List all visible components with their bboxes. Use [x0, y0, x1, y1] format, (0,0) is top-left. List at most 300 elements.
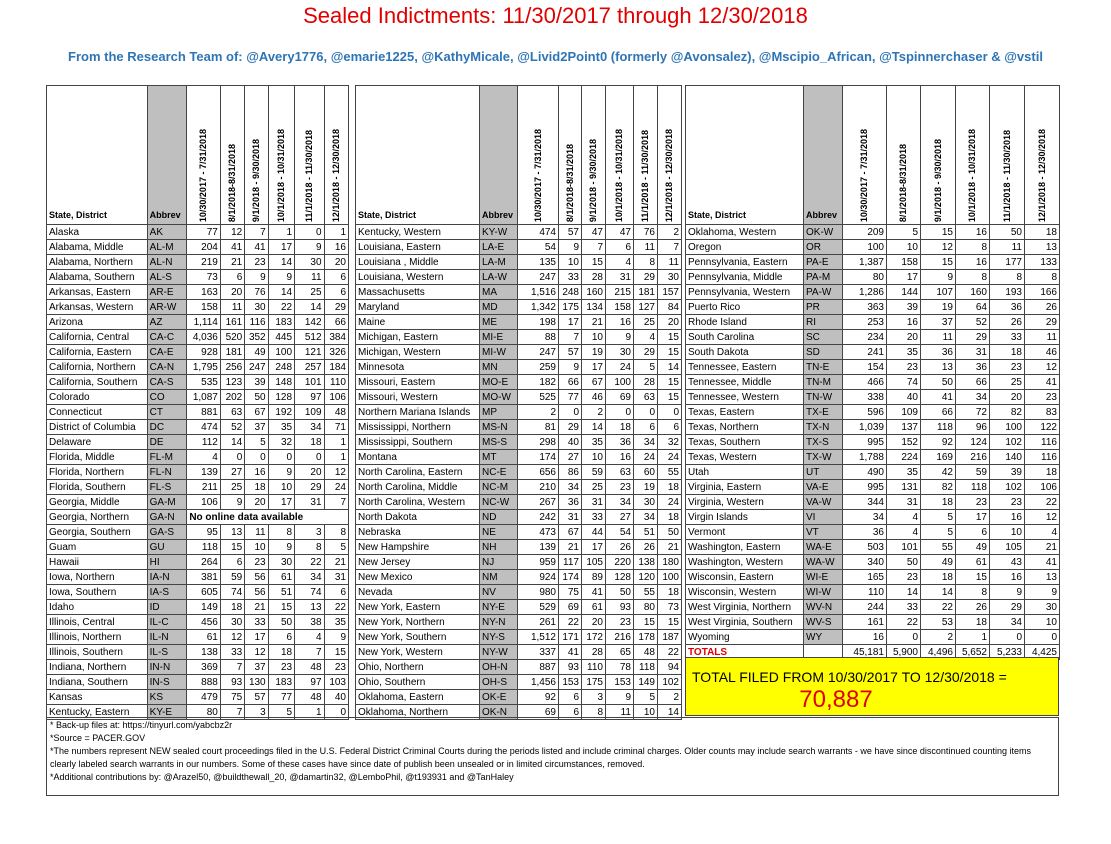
count-cell: 135: [518, 255, 559, 270]
count-cell: 9: [295, 240, 324, 255]
count-cell: 0: [268, 450, 294, 465]
count-cell: 33: [887, 600, 921, 615]
count-cell: 0: [559, 405, 582, 420]
table-row: [356, 270, 682, 285]
count-cell: 525: [518, 390, 559, 405]
count-cell: 110: [582, 660, 606, 675]
count-cell: 15: [268, 600, 294, 615]
abbrev-cell: NC-M: [480, 480, 518, 495]
count-cell: 17: [956, 510, 990, 525]
table-row: [47, 225, 349, 240]
count-cell: 14: [887, 585, 921, 600]
abbrev-cell: IN-N: [147, 660, 187, 675]
count-cell: 7: [220, 705, 244, 720]
abbrev-cell: CO: [147, 390, 187, 405]
table-row: [356, 525, 682, 540]
count-cell: 22: [559, 615, 582, 630]
abbrev-cell: LA-M: [480, 255, 518, 270]
count-cell: 14: [268, 285, 294, 300]
column-header-period: [324, 86, 348, 225]
count-cell: 100: [268, 345, 294, 360]
districts-table-right: [685, 85, 1060, 660]
count-cell: 12: [245, 645, 268, 660]
count-cell: 105: [582, 555, 606, 570]
count-cell: 198: [518, 315, 559, 330]
count-cell: 264: [187, 555, 221, 570]
table-row: [356, 690, 682, 705]
count-cell: 16: [990, 510, 1025, 525]
district-name: Missouri, Western: [356, 390, 480, 405]
district-name: Nebraska: [356, 525, 480, 540]
count-cell: 21: [245, 600, 268, 615]
district-name: Montana: [356, 450, 480, 465]
table-row: [356, 345, 682, 360]
count-cell: 6: [268, 630, 294, 645]
count-cell: 21: [1025, 540, 1060, 555]
count-cell: 22: [268, 300, 294, 315]
count-cell: 15: [658, 390, 682, 405]
table-row: [686, 315, 1060, 330]
count-cell: 34: [295, 570, 324, 585]
count-cell: 55: [921, 540, 956, 555]
count-cell: 22: [324, 600, 348, 615]
abbrev-cell: GA-S: [147, 525, 187, 540]
count-cell: 16: [843, 630, 887, 645]
abbrev-cell: IL-C: [147, 615, 187, 630]
abbrev-cell: NM: [480, 570, 518, 585]
count-cell: 338: [843, 390, 887, 405]
count-cell: 61: [956, 555, 990, 570]
abbrev-cell: ND: [480, 510, 518, 525]
count-cell: 107: [921, 285, 956, 300]
count-cell: 182: [518, 375, 559, 390]
count-cell: 9: [606, 690, 634, 705]
count-cell: 1: [324, 450, 348, 465]
district-name: Ohio, Northern: [356, 660, 480, 675]
count-cell: 86: [559, 465, 582, 480]
count-cell: 15: [921, 225, 956, 240]
table-row: [686, 630, 1060, 645]
district-name: Rhode Island: [686, 315, 804, 330]
count-cell: 9: [268, 270, 294, 285]
count-cell: 97: [295, 675, 324, 690]
abbrev-cell: TN-W: [804, 390, 843, 405]
count-cell: 118: [921, 420, 956, 435]
count-cell: 30: [295, 255, 324, 270]
count-cell: 61: [268, 570, 294, 585]
count-cell: 169: [921, 450, 956, 465]
count-cell: 14: [268, 255, 294, 270]
column-header-state: State, District: [356, 86, 480, 225]
table-row: [47, 690, 349, 705]
count-cell: 57: [559, 345, 582, 360]
district-name: Minnesota: [356, 360, 480, 375]
count-cell: 82: [921, 480, 956, 495]
count-cell: 41: [559, 645, 582, 660]
count-cell: 23: [956, 495, 990, 510]
count-cell: 94: [658, 660, 682, 675]
district-name: Wisconsin, Eastern: [686, 570, 804, 585]
count-cell: 202: [220, 390, 244, 405]
count-cell: 211: [187, 480, 221, 495]
abbrev-cell: MP: [480, 405, 518, 420]
count-cell: 149: [187, 600, 221, 615]
count-cell: 35: [582, 435, 606, 450]
district-name: New York, Western: [356, 645, 480, 660]
district-name: Florida, Southern: [47, 480, 148, 495]
count-cell: 959: [518, 555, 559, 570]
abbrev-cell: GA-N: [147, 510, 187, 525]
count-cell: 14: [582, 420, 606, 435]
total-value-cell: 5,652: [956, 645, 990, 660]
table-row: [47, 525, 349, 540]
count-cell: 63: [634, 390, 658, 405]
count-cell: 23: [606, 480, 634, 495]
count-cell: 117: [559, 555, 582, 570]
count-cell: 4: [887, 525, 921, 540]
count-cell: 33: [990, 330, 1025, 345]
district-name: Idaho: [47, 600, 148, 615]
table-row: [686, 405, 1060, 420]
count-cell: 69: [559, 600, 582, 615]
table-row: [686, 480, 1060, 495]
count-cell: 20: [324, 255, 348, 270]
table-row: [47, 510, 349, 525]
count-cell: 220: [606, 555, 634, 570]
column-header-period-label: 8/1/2018-8/31/2018: [227, 143, 238, 222]
count-cell: 57: [559, 225, 582, 240]
count-cell: 12: [220, 630, 244, 645]
table-row: [47, 285, 349, 300]
count-cell: 95: [187, 525, 221, 540]
district-name: Pennsylvania, Western: [686, 285, 804, 300]
district-name: Arkansas, Western: [47, 300, 148, 315]
district-name: Hawaii: [47, 555, 148, 570]
grand-total-label: TOTAL FILED FROM 10/30/2017 TO 12/30/2018 =: [692, 669, 1007, 685]
count-cell: 10: [634, 705, 658, 720]
district-name: Florida, Northern: [47, 465, 148, 480]
count-cell: 26: [956, 600, 990, 615]
count-cell: 61: [582, 600, 606, 615]
count-cell: 34: [606, 495, 634, 510]
abbrev-cell: ID: [147, 600, 187, 615]
table-row: [47, 405, 349, 420]
table-row: [356, 555, 682, 570]
count-cell: 181: [634, 285, 658, 300]
count-cell: 1,114: [187, 315, 221, 330]
district-name: Illinois, Northern: [47, 630, 148, 645]
count-cell: 0: [658, 405, 682, 420]
count-cell: 96: [956, 420, 990, 435]
count-cell: 8: [324, 525, 348, 540]
table-row: [47, 255, 349, 270]
count-cell: 9: [606, 330, 634, 345]
count-cell: 1,512: [518, 630, 559, 645]
count-cell: 81: [518, 420, 559, 435]
table-row: [47, 300, 349, 315]
count-cell: 995: [843, 480, 887, 495]
count-cell: 369: [187, 660, 221, 675]
count-cell: 175: [582, 675, 606, 690]
count-cell: 63: [220, 405, 244, 420]
abbrev-cell: PA-W: [804, 285, 843, 300]
count-cell: 47: [582, 225, 606, 240]
abbrev-cell: TX-W: [804, 450, 843, 465]
count-cell: 181: [220, 345, 244, 360]
count-cell: 50: [606, 585, 634, 600]
abbrev-cell: KY-W: [480, 225, 518, 240]
count-cell: 41: [921, 390, 956, 405]
district-name: California, Central: [47, 330, 148, 345]
district-name: West Virginia, Northern: [686, 600, 804, 615]
count-cell: 46: [582, 390, 606, 405]
count-cell: 118: [187, 540, 221, 555]
count-cell: 32: [268, 435, 294, 450]
table-row: [356, 240, 682, 255]
count-cell: 11: [634, 240, 658, 255]
count-cell: 340: [843, 555, 887, 570]
district-name: Alaska: [47, 225, 148, 240]
table-row: [686, 420, 1060, 435]
count-cell: 1,342: [518, 300, 559, 315]
column-header-period-label: 12/1/2018 - 12/30/2018: [1036, 128, 1047, 222]
count-cell: 66: [921, 405, 956, 420]
abbrev-cell: NY-W: [480, 645, 518, 660]
count-cell: 128: [606, 570, 634, 585]
count-cell: 34: [843, 510, 887, 525]
table-row: [356, 600, 682, 615]
count-cell: 35: [887, 465, 921, 480]
count-cell: 16: [606, 450, 634, 465]
count-cell: 352: [245, 330, 268, 345]
count-cell: 69: [518, 705, 559, 720]
district-name: Louisiana, Western: [356, 270, 480, 285]
count-cell: 56: [245, 570, 268, 585]
count-cell: 67: [559, 525, 582, 540]
column-header-period: [990, 86, 1025, 225]
abbrev-cell: LA-W: [480, 270, 518, 285]
column-header-period-label: 10/1/2018 - 10/31/2018: [614, 128, 624, 222]
count-cell: 18: [921, 495, 956, 510]
count-cell: 23: [887, 360, 921, 375]
abbrev-cell: OR: [804, 240, 843, 255]
count-cell: 0: [990, 630, 1025, 645]
count-cell: 8: [1025, 270, 1060, 285]
table-row: [356, 465, 682, 480]
district-name: Oregon: [686, 240, 804, 255]
count-cell: 30: [1025, 600, 1060, 615]
count-cell: 1,788: [843, 450, 887, 465]
count-cell: 19: [634, 480, 658, 495]
abbrev-cell: NC-E: [480, 465, 518, 480]
district-name: Iowa, Southern: [47, 585, 148, 600]
count-cell: 158: [606, 300, 634, 315]
count-cell: 83: [1025, 405, 1060, 420]
count-cell: 5: [634, 690, 658, 705]
count-cell: 171: [559, 630, 582, 645]
abbrev-cell: NY-N: [480, 615, 518, 630]
count-cell: 924: [518, 570, 559, 585]
table-row: [686, 330, 1060, 345]
district-name: Washington, Eastern: [686, 540, 804, 555]
count-cell: 100: [606, 375, 634, 390]
count-cell: 21: [324, 555, 348, 570]
table-row: [47, 450, 349, 465]
table-row: [47, 570, 349, 585]
count-cell: 31: [295, 495, 324, 510]
count-cell: 0: [295, 225, 324, 240]
count-cell: 36: [956, 360, 990, 375]
count-cell: 102: [658, 675, 682, 690]
district-name: New York, Eastern: [356, 600, 480, 615]
count-cell: 5: [245, 435, 268, 450]
count-cell: 9: [245, 270, 268, 285]
district-name: Wisconsin, Western: [686, 585, 804, 600]
count-cell: 0: [324, 705, 348, 720]
count-cell: 26: [634, 540, 658, 555]
count-cell: 15: [658, 615, 682, 630]
count-cell: 29: [1025, 315, 1060, 330]
table-row: [356, 480, 682, 495]
count-cell: 74: [220, 585, 244, 600]
count-cell: 7: [245, 225, 268, 240]
count-cell: 17: [559, 315, 582, 330]
count-cell: 25: [295, 285, 324, 300]
count-cell: 10: [582, 330, 606, 345]
count-cell: 6: [634, 420, 658, 435]
footnote-contributors: *Additional contributions by: @Arazel50, @buildthewall_20, @damartin32, @LemboPhil, @t193931 and @TanHaley: [50, 772, 514, 782]
count-cell: 456: [187, 615, 221, 630]
count-cell: 60: [634, 465, 658, 480]
count-cell: 109: [887, 405, 921, 420]
count-cell: 55: [658, 465, 682, 480]
count-cell: 11: [658, 255, 682, 270]
count-cell: 5: [887, 225, 921, 240]
count-cell: 174: [559, 570, 582, 585]
count-cell: 122: [1025, 420, 1060, 435]
count-cell: 89: [582, 570, 606, 585]
column-header-abbrev: Abbrev: [147, 86, 187, 225]
column-header-period: [559, 86, 582, 225]
count-cell: 10: [268, 480, 294, 495]
count-cell: 5: [324, 540, 348, 555]
count-cell: 14: [220, 435, 244, 450]
abbrev-cell: UT: [804, 465, 843, 480]
count-cell: 6: [559, 690, 582, 705]
count-cell: 3: [245, 705, 268, 720]
column-header-period: [245, 86, 268, 225]
count-cell: 64: [956, 300, 990, 315]
count-cell: 51: [268, 585, 294, 600]
count-cell: 6: [956, 525, 990, 540]
count-cell: 178: [634, 630, 658, 645]
count-cell: 23: [887, 570, 921, 585]
table-row: [356, 315, 682, 330]
abbrev-cell: FL-M: [147, 450, 187, 465]
count-cell: 18: [295, 435, 324, 450]
district-name: California, Eastern: [47, 345, 148, 360]
count-cell: 20: [990, 390, 1025, 405]
district-name: Vermont: [686, 525, 804, 540]
abbrev-cell: HI: [147, 555, 187, 570]
count-cell: 4: [634, 330, 658, 345]
count-cell: 183: [268, 315, 294, 330]
table-row: [47, 645, 349, 660]
table-row: [47, 435, 349, 450]
count-cell: 50: [921, 375, 956, 390]
column-header-abbrev: Abbrev: [480, 86, 518, 225]
table-row: [686, 300, 1060, 315]
count-cell: 1: [268, 225, 294, 240]
count-cell: 56: [245, 585, 268, 600]
district-name: Washington, Western: [686, 555, 804, 570]
abbrev-cell: IL-N: [147, 630, 187, 645]
count-cell: 888: [187, 675, 221, 690]
abbrev-cell: IN-S: [147, 675, 187, 690]
count-cell: 18: [245, 480, 268, 495]
count-cell: 23: [268, 660, 294, 675]
count-cell: 52: [956, 315, 990, 330]
abbrev-cell: OK-N: [480, 705, 518, 720]
abbrev-cell: IA-N: [147, 570, 187, 585]
count-cell: 82: [990, 405, 1025, 420]
count-cell: 158: [187, 300, 221, 315]
count-cell: 112: [187, 435, 221, 450]
count-cell: 84: [658, 300, 682, 315]
count-cell: 7: [295, 645, 324, 660]
count-cell: 298: [518, 435, 559, 450]
column-header-period: [658, 86, 682, 225]
abbrev-cell: WI-W: [804, 585, 843, 600]
count-cell: 6: [220, 555, 244, 570]
count-cell: 1,039: [843, 420, 887, 435]
count-cell: 0: [606, 405, 634, 420]
count-cell: 596: [843, 405, 887, 420]
count-cell: 5: [921, 525, 956, 540]
count-cell: 18: [658, 585, 682, 600]
table-row: [686, 495, 1060, 510]
count-cell: 29: [559, 420, 582, 435]
count-cell: 52: [220, 420, 244, 435]
table-row: [47, 315, 349, 330]
count-cell: 0: [295, 450, 324, 465]
count-cell: 120: [634, 570, 658, 585]
district-name: Louisiana , Middle: [356, 255, 480, 270]
district-name: District of Columbia: [47, 420, 148, 435]
count-cell: 8: [956, 585, 990, 600]
count-cell: 29: [634, 345, 658, 360]
count-cell: 160: [956, 285, 990, 300]
table-row: [686, 510, 1060, 525]
table-row: [47, 495, 349, 510]
abbrev-cell: MI-W: [480, 345, 518, 360]
table-row: [47, 540, 349, 555]
count-cell: 35: [268, 420, 294, 435]
count-cell: 36: [606, 435, 634, 450]
count-cell: 18: [1025, 465, 1060, 480]
abbrev-cell: CA-N: [147, 360, 187, 375]
count-cell: 337: [518, 645, 559, 660]
count-cell: 33: [245, 615, 268, 630]
count-cell: 21: [658, 540, 682, 555]
footnote-backup: * Back-up files at: https://tinyurl.com/yabcbz2r: [50, 720, 233, 730]
table-row: [686, 255, 1060, 270]
table-row: [47, 345, 349, 360]
count-cell: 0: [634, 405, 658, 420]
count-cell: 183: [268, 675, 294, 690]
abbrev-cell: CT: [147, 405, 187, 420]
district-name: Virgin Islands: [686, 510, 804, 525]
